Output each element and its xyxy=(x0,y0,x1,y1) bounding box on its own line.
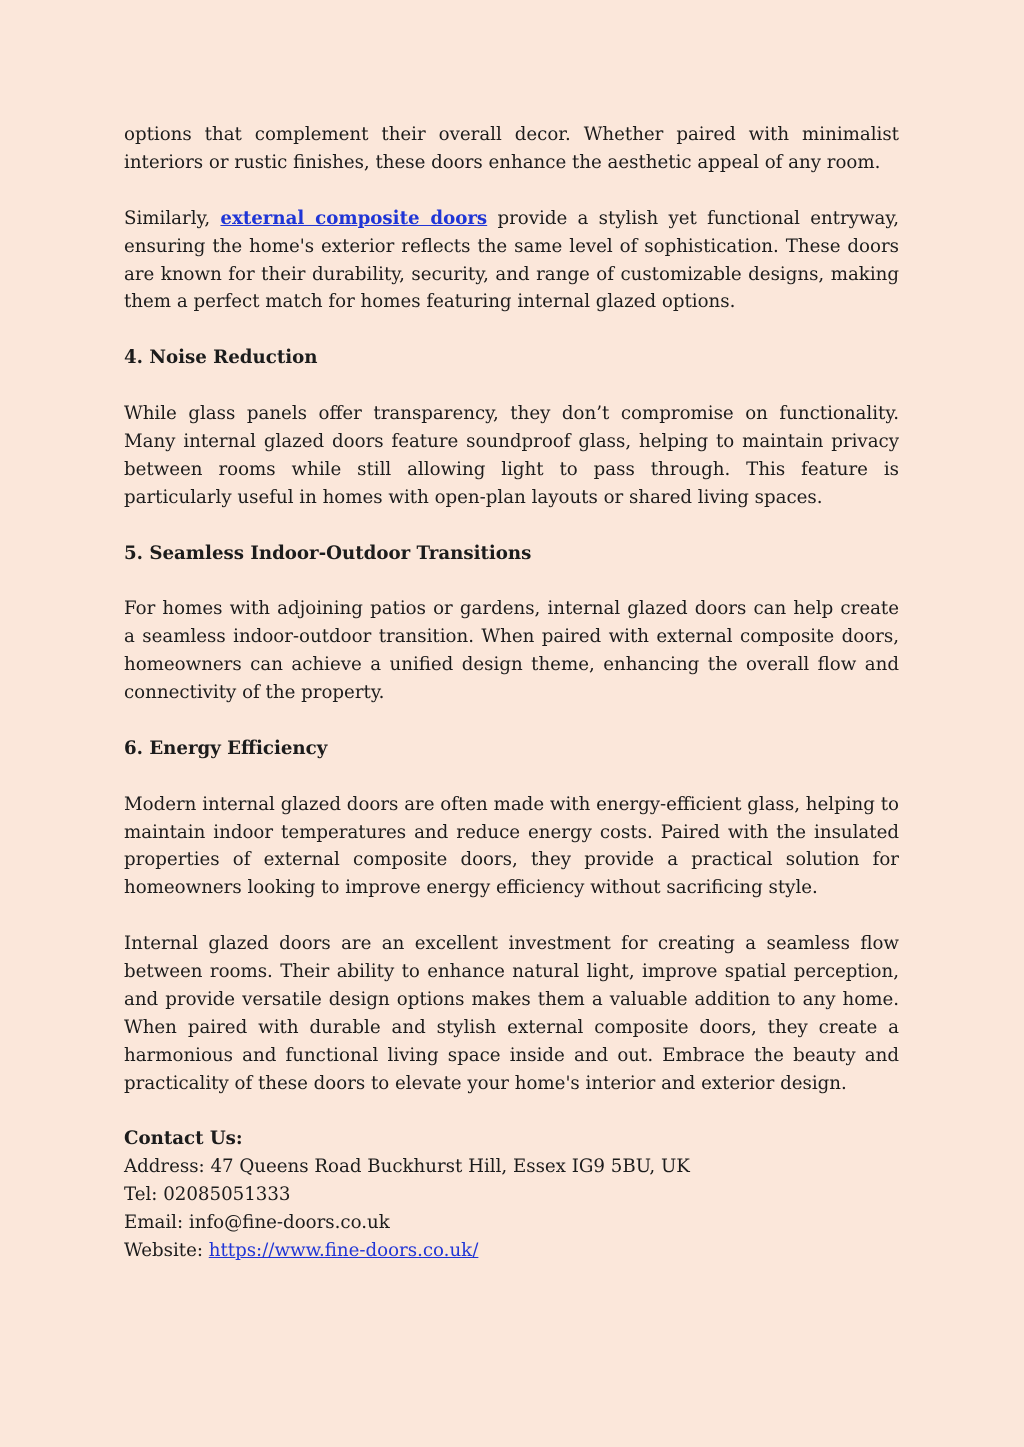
contact-tel: Tel: 02085051333 xyxy=(124,1184,291,1206)
section-body-noise-reduction: While glass panels offer transparency, they don’t compromise on functionality. Many internal glazed doors feature soundproof glass, helping to maintain privacy between rooms while still allowing light to pass through. This feature is particularly useful in homes with open-plan layouts or shared living spaces. xyxy=(124,403,899,508)
composite-doors-paragraph xyxy=(124,205,899,317)
contact-website xyxy=(124,1237,899,1265)
document-body xyxy=(124,121,899,1265)
external-composite-doors-link[interactable]: external composite doors xyxy=(220,207,488,229)
section-heading-noise-reduction: 4. Noise Reduction xyxy=(124,347,318,369)
contact-title: Contact Us: xyxy=(124,1128,243,1150)
section-body-indoor-outdoor: For homes with adjoining patios or gardens, internal glazed doors can help create a seamless indoor-outdoor transition. When paired with external composite doors, homeowners can achieve a unified design theme, enhancing the overall flow and connectivity of the property. xyxy=(124,598,899,704)
composite-doors-suffix: provide a stylish yet functional entryway, ensuring the home's exterior reflects the same level of sophistication. These doors are known for their durability, security, and range of customizable designs, making them a perfect match for homes featuring internal glazed options. xyxy=(124,207,899,313)
contact-address: Address: 47 Queens Road Buckhurst Hill, Essex IG9 5BU, UK xyxy=(124,1156,690,1178)
conclusion-paragraph: Internal glazed doors are an excellent investment for creating a seamless flow between rooms. Their ability to enhance natural light, improve spatial perception, and provide versatile design options makes them a valuable addition to any home. When paired with durable and stylish external composite doors, they create a harmonious and functional living space inside and out. Embrace the beauty and practicality of these doors to elevate your home's interior and exterior design. xyxy=(124,933,899,1094)
contact-website-label: Website: xyxy=(124,1240,209,1262)
contact-block xyxy=(124,1125,899,1265)
section-heading-indoor-outdoor: 5. Seamless Indoor-Outdoor Transitions xyxy=(124,542,532,564)
website-link[interactable]: https://www.fine-doors.co.uk/ xyxy=(208,1240,479,1262)
intro-paragraph: options that complement their overall decor. Whether paired with minimalist interiors or rustic finishes, these doors enhance the aesthetic appeal of any room. xyxy=(124,124,899,173)
section-body-energy-efficiency: Modern internal glazed doors are often made with energy-efficient glass, helping to maintain indoor temperatures and reduce energy costs. Paired with the insulated properties of external composite doors, they provide a practical solution for homeowners looking to improve energy efficiency without sacrificing style. xyxy=(124,793,899,899)
section-heading-energy-efficiency: 6. Energy Efficiency xyxy=(124,737,328,759)
contact-email: Email: info@fine-doors.co.uk xyxy=(124,1212,390,1234)
composite-doors-prefix: Similarly, xyxy=(124,207,221,229)
